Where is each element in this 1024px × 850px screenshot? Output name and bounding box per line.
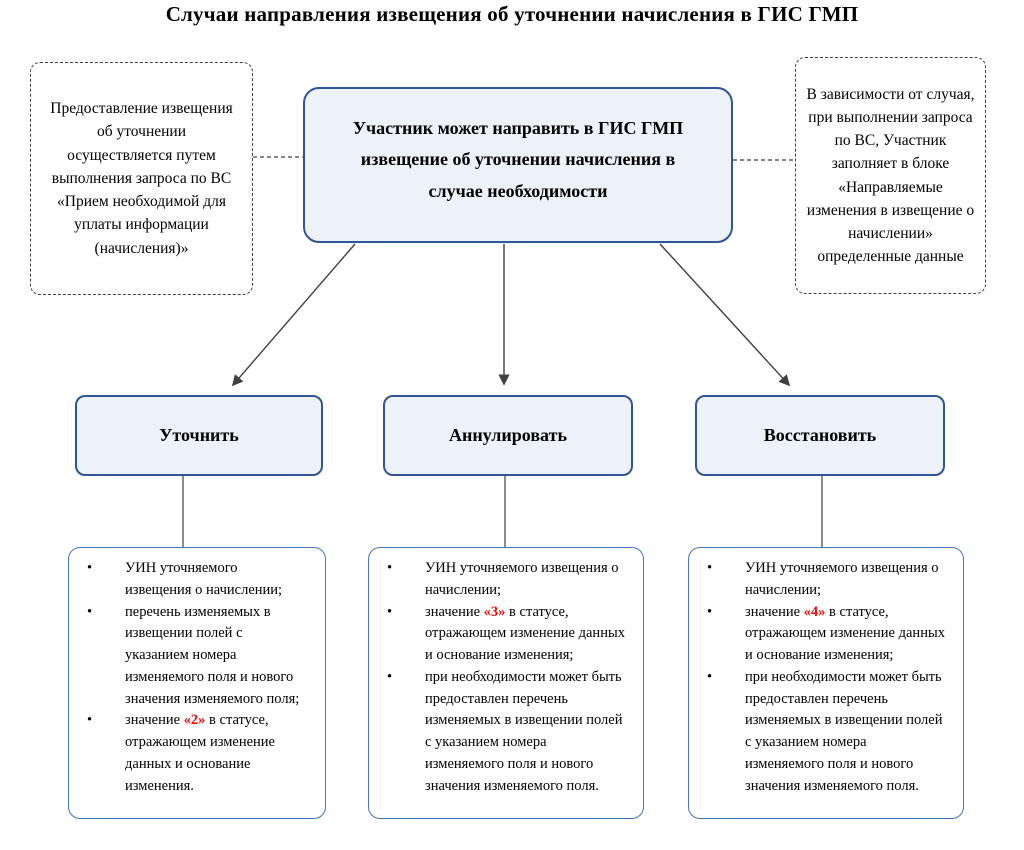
bullet-dot-icon: • (387, 668, 393, 685)
branch-box-vosstanovit (695, 395, 945, 476)
list-item (379, 602, 629, 667)
list-item-text: УИН уточняемого извещения о начислении; (425, 560, 619, 598)
list-item-text-post: в статусе, отражающем изменение данных и основание изменения. (125, 712, 275, 794)
status-value-red: «2» (183, 712, 206, 729)
status-value-red: «4» (803, 603, 826, 620)
bullet-dot-icon: • (707, 603, 713, 620)
bullet-dot-icon: • (387, 560, 393, 576)
bullet-dot-icon: • (387, 603, 393, 620)
branch-list-vosstanovit (688, 547, 964, 819)
list-item-text: при необходимости может быть предоставлен перечень изменяемых в извещении полей с указанием номера изменяемого поля и нового значения изменяемого поля. (745, 668, 943, 794)
branch-label: Восстановить (763, 425, 877, 445)
list-item-text-pre: значение (745, 603, 804, 620)
list-item (79, 602, 303, 711)
note-right (795, 57, 986, 294)
branch-list-annulirovat (368, 547, 644, 819)
list-item-text-post: в статусе, отражающем изменение данных и основание изменения; (745, 603, 945, 663)
note-left (30, 62, 253, 295)
note-left-text: Предоставление извещения об уточнении осуществляется путем выполнения запроса по ВС «Прием необходимой для уплаты информации (начисления)» (50, 100, 233, 257)
bullet-dot-icon: • (87, 603, 93, 620)
list-item-text-pre: значение (425, 603, 484, 620)
list-item-text (425, 602, 629, 667)
list-item (699, 667, 949, 798)
list-item (699, 558, 949, 602)
list-item-text: УИН уточняемого извещения о начислении; (745, 560, 939, 598)
status-value-red: «3» (483, 603, 506, 620)
list-item-text-pre: значение (125, 712, 184, 729)
list-item-text: перечень изменяемых в извещении полей с указанием номера изменяемого поля и нового значения изменяемого поля; (125, 603, 300, 707)
bullet-dot-icon: • (87, 712, 93, 729)
branch-box-annulirovat (383, 395, 633, 476)
list-item (379, 558, 629, 602)
list-item-text: при необходимости может быть предоставлен перечень изменяемых в извещении полей с указанием номера изменяемого поля и нового значения изменяемого поля. (425, 668, 623, 794)
list-item-text: УИН уточняемого извещения о начислении; (125, 560, 283, 598)
bullet-dot-icon: • (87, 560, 93, 576)
list-item-text (125, 710, 303, 797)
root-box (303, 87, 733, 243)
list-item-text (745, 602, 949, 667)
root-box-text: Участник может направить в ГИС ГМП извещение об уточнении начисления в случае необходимости (352, 117, 684, 201)
branch-label: Аннулировать (449, 425, 567, 445)
list-item (699, 602, 949, 667)
branch-label: Уточнить (159, 425, 239, 445)
list-item (379, 667, 629, 798)
list-item (79, 558, 303, 602)
branch-box-utochnit (75, 395, 323, 476)
list-item (79, 710, 303, 797)
list-item-text-post: в статусе, отражающем изменение данных и основание изменения; (425, 603, 625, 663)
arrow-root-to-vosstanovit (660, 244, 789, 385)
bullet-dot-icon: • (707, 560, 713, 576)
note-right-text: В зависимости от случая, при выполнении запроса по ВС, Участник заполняет в блоке «Направляемые изменения в извещение о начислении» определенные данные (806, 85, 975, 266)
page-title: Случаи направления извещения об уточнении начисления в ГИС ГМП (165, 2, 859, 26)
bullet-dot-icon: • (707, 668, 713, 685)
branch-list-utochnit (68, 547, 326, 819)
